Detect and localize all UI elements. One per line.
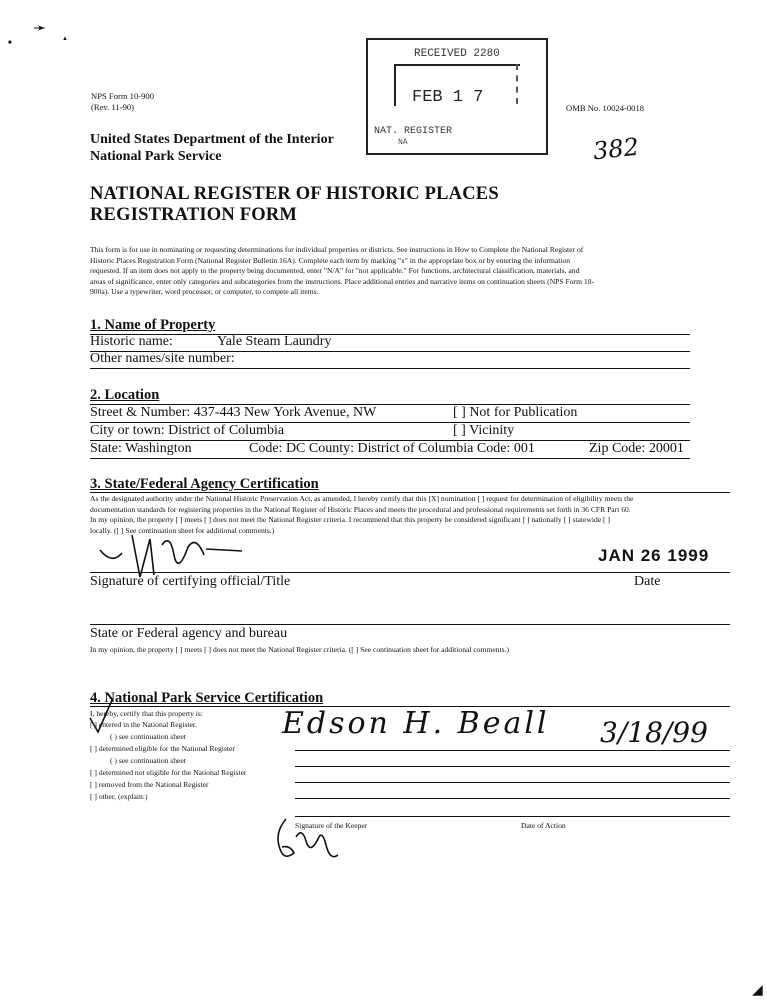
opinion-text: In my opinion, the property [ ] meets [ ] does not meet the National Register criteria. ([ ] See continuation sheet for additional comments.) — [90, 645, 510, 654]
rule — [90, 458, 690, 459]
form-title-line-1: NATIONAL REGISTER OF HISTORIC PLACES — [90, 184, 499, 204]
section-3-text-line: locally. ([ ] See continuation sheet for additional comments.) — [90, 525, 275, 535]
rule — [90, 492, 730, 493]
nps-certification-item[interactable]: [ ] removed from the National Register — [90, 780, 209, 789]
omb-number: OMB No. 10024-0018 — [566, 103, 645, 113]
nps-certification-item[interactable]: [ ] determined not eligible for the National Register — [90, 768, 247, 777]
instructions-line: areas of significance, enter only categories and subcategories from the instructions. Place additional entries and narrative items on continuation sheets (NPS Form 10- — [90, 276, 594, 286]
section-3-heading: 3. State/Federal Agency Certification — [90, 476, 319, 492]
nps-certification-item[interactable]: [ ] other, (explain:) — [90, 792, 148, 801]
rule — [90, 572, 730, 573]
rule — [90, 334, 690, 335]
instructions-line: requested. If an item does not apply to the property being documented, enter "N/A" for "not applicable." For functions, architectural classification, materials, and — [90, 266, 580, 275]
check-mark-icon — [86, 696, 116, 736]
rule — [90, 624, 730, 625]
rule — [295, 816, 730, 817]
instructions-line: 900a). Use a typewriter, word processor, or computer, to compete all items. — [90, 287, 319, 296]
keeper-initials — [272, 815, 342, 875]
form-title-line-2: REGISTRATION FORM — [90, 205, 298, 225]
agency-line-2: National Park Service — [90, 149, 222, 164]
section-3-text-line: documentation standards for registering properties in the National Register of Historic Places and meets the procedural and professional requirements set forth in 36 CFR Part 60. — [90, 504, 631, 514]
vicinity-checkbox[interactable]: [ ] Vicinity — [453, 423, 515, 438]
section-1-heading: 1. Name of Property — [90, 317, 216, 333]
stamp-date: FEB 1 7 — [412, 88, 484, 107]
rule — [295, 750, 730, 751]
rule — [90, 368, 690, 369]
section-3-text-line: As the designated authority under the National Historic Preservation Act, as amended, I hereby certify that this [X] nomination [ ] request for determination of eligibility meets the — [90, 494, 634, 503]
nps-certification-item[interactable]: [ ] determined eligible for the National Register — [90, 744, 235, 753]
signature-certifying-official-label: Signature of certifying official/Title — [90, 574, 291, 589]
agency-line-1: United States Department of the Interior — [90, 132, 334, 147]
handwritten-ref-number: 382 — [591, 132, 641, 166]
rule — [295, 782, 730, 783]
city-or-town[interactable]: City or town: District of Columbia — [90, 423, 285, 438]
rule — [295, 798, 730, 799]
section-3-text-line: In my opinion, the property [ ] meets [ ] does not meet the National Register criteria. I recommend that this property be considered significant [ ] nationally [ ] statewide [ ] — [90, 515, 611, 524]
certification-date-stamp: JAN 26 1999 — [598, 546, 710, 565]
historic-name-label: Historic name: — [90, 334, 173, 349]
street-number[interactable]: Street & Number: 437-443 New York Avenue, NW — [90, 405, 377, 420]
historic-name-value[interactable]: Yale Steam Laundry — [217, 334, 332, 349]
date-of-action-label: Date of Action — [521, 821, 566, 830]
keeper-date: 3/18/99 — [600, 716, 708, 749]
keeper-signature-label: Signature of the Keeper — [295, 821, 368, 830]
zip-code[interactable]: Zip Code: 20001 — [589, 441, 684, 456]
form-revision: (Rev. 11-90) — [91, 102, 135, 112]
nps-certification-item[interactable]: [ ] entered in the National Register. — [90, 720, 197, 729]
section-2-heading: 2. Location — [90, 387, 160, 403]
state-federal-agency-label: State or Federal agency and bureau — [90, 626, 288, 641]
not-for-publication-checkbox[interactable]: [ ] Not for Publication — [453, 405, 578, 420]
state[interactable]: State: Washington — [90, 441, 192, 456]
corner-mark: ◢ — [752, 983, 763, 998]
instructions — [90, 245, 690, 298]
date-label: Date — [634, 574, 661, 589]
corner-mark: ▲ — [62, 36, 68, 42]
keeper-signature: Edson H. Beall — [282, 706, 550, 741]
other-names-label: Other names/site number: — [90, 351, 235, 366]
section-4-heading: 4. National Park Service Certification — [90, 690, 324, 706]
nps-certification-item[interactable]: ( ) see continuation sheet — [110, 732, 186, 741]
county-code[interactable]: Code: DC County: District of Columbia Code: 001 — [249, 441, 535, 456]
form-number: NPS Form 10-900 — [91, 91, 155, 101]
stamp-nat-register: NAT. REGISTER — [374, 126, 453, 137]
nps-certification-item[interactable]: ( ) see continuation sheet — [110, 756, 186, 765]
instructions-line: This form is for use in nominating or requesting determinations for individual properties or districts. See instructions in How to Complete the National Register of — [90, 245, 584, 254]
stamp-received: RECEIVED 2280 — [414, 48, 500, 60]
instructions-line: Historic Places Registration Form (National Register Bulletin 16A). Complete each item by marking "x" in the appropriate box or by entering the information — [90, 255, 571, 265]
stamp-sub: NA — [398, 138, 408, 147]
corner-mark: ➛ — [33, 20, 47, 37]
stamp-dashes — [516, 64, 518, 104]
nps-certification-item: I, hereby, certify that this property is: — [90, 709, 203, 718]
corner-mark: ■ — [8, 40, 12, 46]
rule — [295, 766, 730, 767]
received-stamp — [366, 38, 548, 155]
